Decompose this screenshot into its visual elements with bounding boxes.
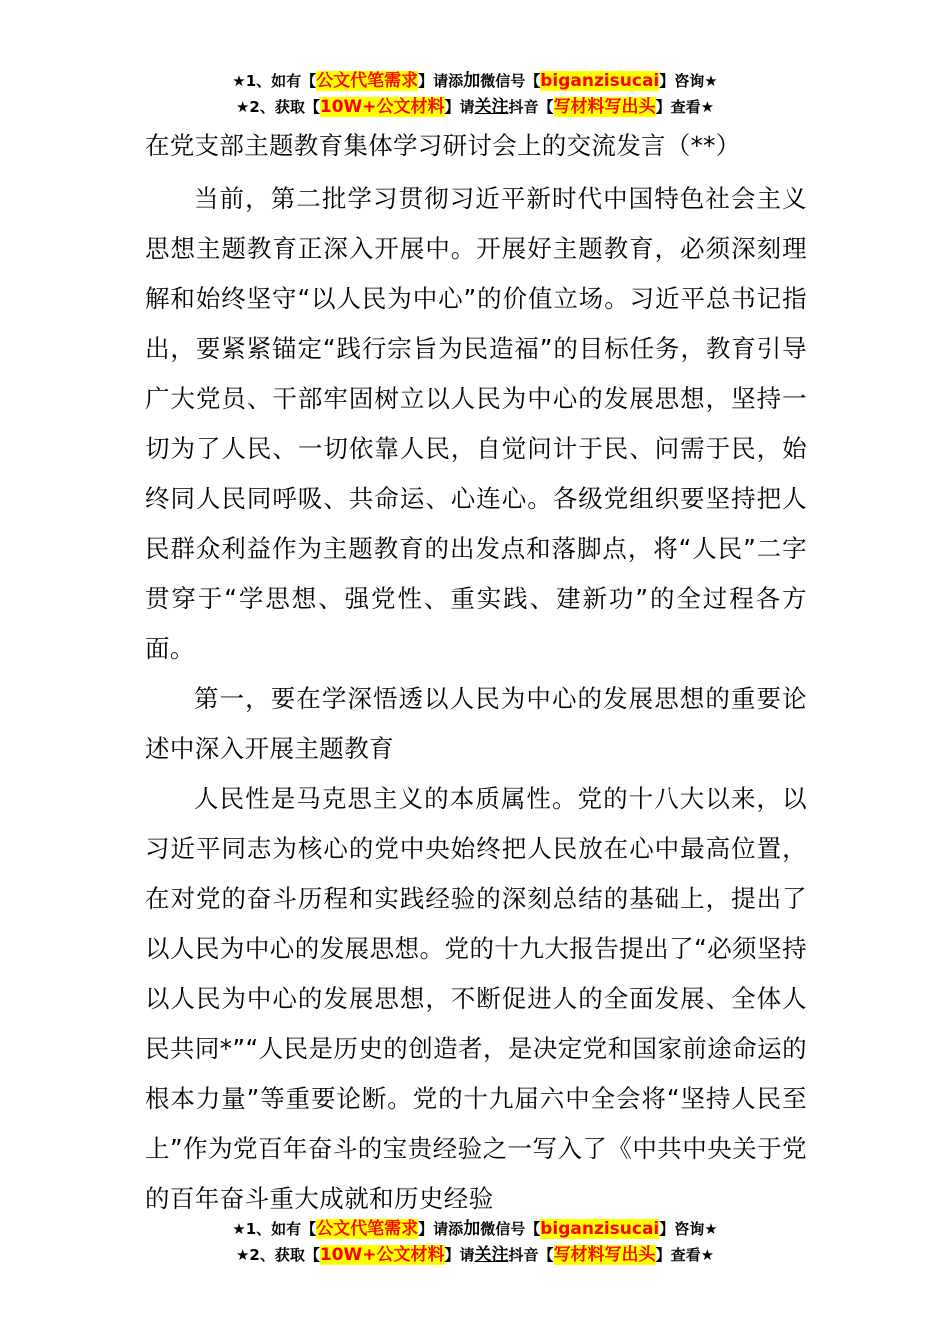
highlight-douyin: 写材料写出头 bbox=[553, 1245, 656, 1265]
highlight-service: 公文代笔需求 bbox=[316, 1219, 419, 1239]
highlight-wechat-id: biganzisucai bbox=[540, 71, 660, 91]
paragraph-intro: 当前，第二批学习贯彻习近平新时代中国特色社会主义思想主题教育正深入开展中。开展好主题教育，必须深刻理解和始终坚守“以人民为中心”的价值立场。习近平总书记指出，要紧紧锚定“践行宗旨为民造福”的目标任务，教育引导广大党员、干部牢固树立以人民为中心的发展思想，坚持一切为了人民、一切依靠人民，自觉问计于民、问需于民，始终同人民同呼吸、共命运、心连心。各级党组织要坚持把人民群众利益作为主题教育的出发点和落脚点，将“人民”二字贯穿于“学思想、强党性、重实践、建新功”的全过程各方面。 bbox=[145, 184, 807, 663]
promo-line-2: ★2、获取【10W+公文材料】请关注抖音【写材料写出头】查看★ bbox=[235, 1245, 715, 1265]
document-body bbox=[145, 124, 807, 1224]
highlight-douyin: 写材料写出头 bbox=[553, 97, 656, 117]
section-heading-1: 第一，要在学深悟透以人民为中心的发展思想的重要论述中深入开展主题教育 bbox=[145, 684, 807, 763]
document-title: 在党支部主题教育集体学习研讨会上的交流发言（**） bbox=[145, 131, 741, 160]
highlight-service: 公文代笔需求 bbox=[316, 71, 419, 91]
highlight-materials: 10W+公文材料 bbox=[319, 1245, 445, 1265]
promo-banner-top bbox=[0, 68, 950, 120]
highlight-wechat-id: biganzisucai bbox=[540, 1219, 660, 1239]
paragraph-section-1: 人民性是马克思主义的本质属性。党的十八大以来，以习近平同志为核心的党中央始终把人民放在心中最高位置，在对党的奋斗历程和实践经验的深刻总结的基础上，提出了以人民为中心的发展思想。党的十九大报告提出了“必须坚持以人民为中心的发展思想，不断促进人的全面发展、全体人民共同*”“人民是历史的创造者，是决定党和国家前途命运的根本力量”等重要论断。党的十九届六中全会将“坚持人民至上”作为党百年奋斗的宝贵经验之一写入了《中共中央关于党的百年奋斗重大成就和历史经验 bbox=[145, 784, 807, 1213]
promo-line-1: ★1、如有【公文代笔需求】请添加微信号【biganzisucai】咨询★ bbox=[232, 71, 718, 91]
promo-line-1: ★1、如有【公文代笔需求】请添加微信号【biganzisucai】咨询★ bbox=[232, 1219, 718, 1239]
promo-banner-bottom bbox=[0, 1216, 950, 1268]
promo-line-2: ★2、获取【10W+公文材料】请关注抖音【写材料写出头】查看★ bbox=[235, 97, 715, 117]
highlight-materials: 10W+公文材料 bbox=[319, 97, 445, 117]
